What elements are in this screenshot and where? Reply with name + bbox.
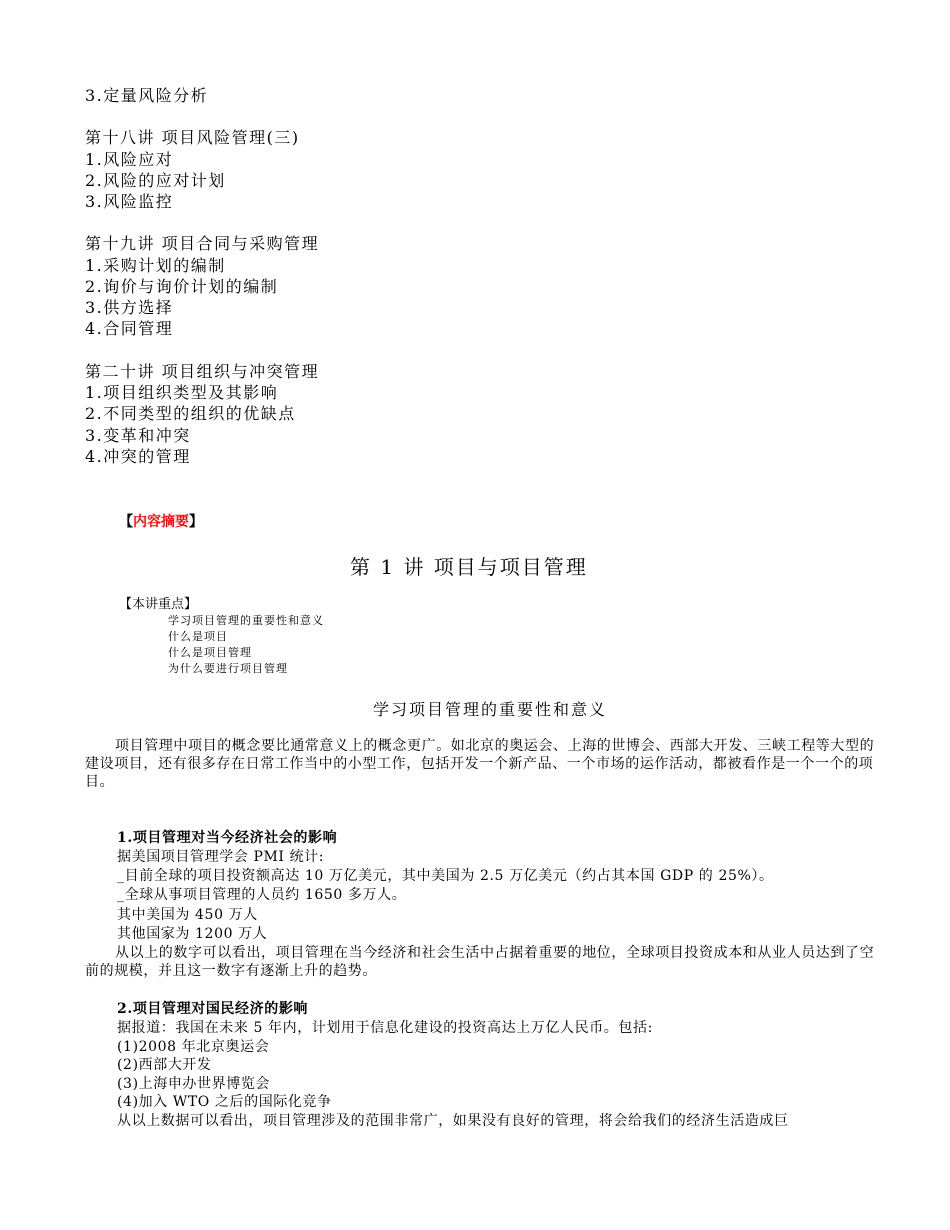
toc-lecture-title: 第十九讲 项目合同与采购管理: [85, 234, 320, 253]
body-line: (1)2008 年北京奥运会: [117, 1039, 270, 1055]
body-line: 从以上数据可以看出，项目管理涉及的范围非常广，如果没有良好的管理，将会给我们的经济生活造成巨: [117, 1113, 789, 1129]
toc-item: 4.冲突的管理: [85, 447, 191, 466]
body-line: 其中美国为 450 万人: [117, 907, 258, 923]
body-line: (4)加入 WTO 之后的国际化竞争: [117, 1094, 332, 1110]
toc-lecture-title: 第十八讲 项目风险管理(三): [85, 128, 300, 147]
body-line: 其他国家为 1200 万人: [117, 926, 268, 942]
toc-item: 3.变革和冲突: [85, 426, 191, 445]
toc-item: 1.采购计划的编制: [85, 256, 226, 275]
subsection-heading: 1.项目管理对当今经济社会的影响: [117, 830, 338, 846]
toc-lecture-title: 第二十讲 项目组织与冲突管理: [85, 362, 320, 381]
summary-label: 内容摘要: [133, 514, 189, 530]
key-point-item: 什么是项目: [168, 630, 228, 643]
bracket-close: 】: [189, 514, 203, 530]
toc-item: 2.风险的应对计划: [85, 171, 226, 190]
key-point-item: 为什么要进行项目管理: [168, 662, 288, 675]
toc-item: 3.风险监控: [85, 192, 174, 211]
bracket-open: 【: [119, 514, 133, 530]
key-point-item: 什么是项目管理: [168, 646, 252, 659]
lecture-title: 第 1 讲 项目与项目管理: [350, 555, 588, 579]
body-line: (3)上海申办世界博览会: [117, 1076, 271, 1092]
toc-item: 2.不同类型的组织的优缺点: [85, 404, 296, 423]
toc-item: 4.合同管理: [85, 319, 174, 338]
conclusion-paragraph: 从以上的数字可以看出，项目管理在当今经济和社会生活中占据着重要的地位，全球项目投资成本和从业人员达到了空前的规模，并且这一数字有逐渐上升的趋势。: [85, 945, 875, 979]
key-point-item: 学习项目管理的重要性和意义: [168, 614, 324, 627]
toc-item: 3.定量风险分析: [85, 86, 209, 105]
key-points-label: 【本讲重点】: [119, 597, 198, 612]
toc-item: 3.供方选择: [85, 298, 174, 317]
body-line: (2)西部大开发: [117, 1057, 212, 1073]
toc-item: 1.风险应对: [85, 150, 174, 169]
section-title: 学习项目管理的重要性和意义: [373, 700, 608, 719]
body-line: _全球从事项目管理的人员约 1650 多万人。: [117, 887, 407, 903]
subsection-heading: 2.项目管理对国民经济的影响: [117, 1001, 309, 1017]
summary-heading: [119, 511, 203, 531]
body-line: 据报道：我国在未来 5 年内，计划用于信息化建设的投资高达上万亿人民币。包括:: [117, 1020, 653, 1036]
toc-item: 2.询价与询价计划的编制: [85, 277, 279, 296]
body-line: 据美国项目管理学会 PMI 统计:: [117, 849, 325, 865]
intro-paragraph: 项目管理中项目的概念要比通常意义上的概念更广。如北京的奥运会、上海的世博会、西部大开发、三峡工程等大型的建设项目，还有很多存在日常工作当中的小型工作，包括开发一个新产品、一个市场的运作活动，都被看作是一个一个的项目。: [85, 738, 875, 790]
toc-item: 1.项目组织类型及其影响: [85, 383, 279, 402]
body-line: _目前全球的项目投资额高达 10 万亿美元，其中美国为 2.5 万亿美元（约占其本国 GDP 的 25%）。: [117, 868, 774, 884]
